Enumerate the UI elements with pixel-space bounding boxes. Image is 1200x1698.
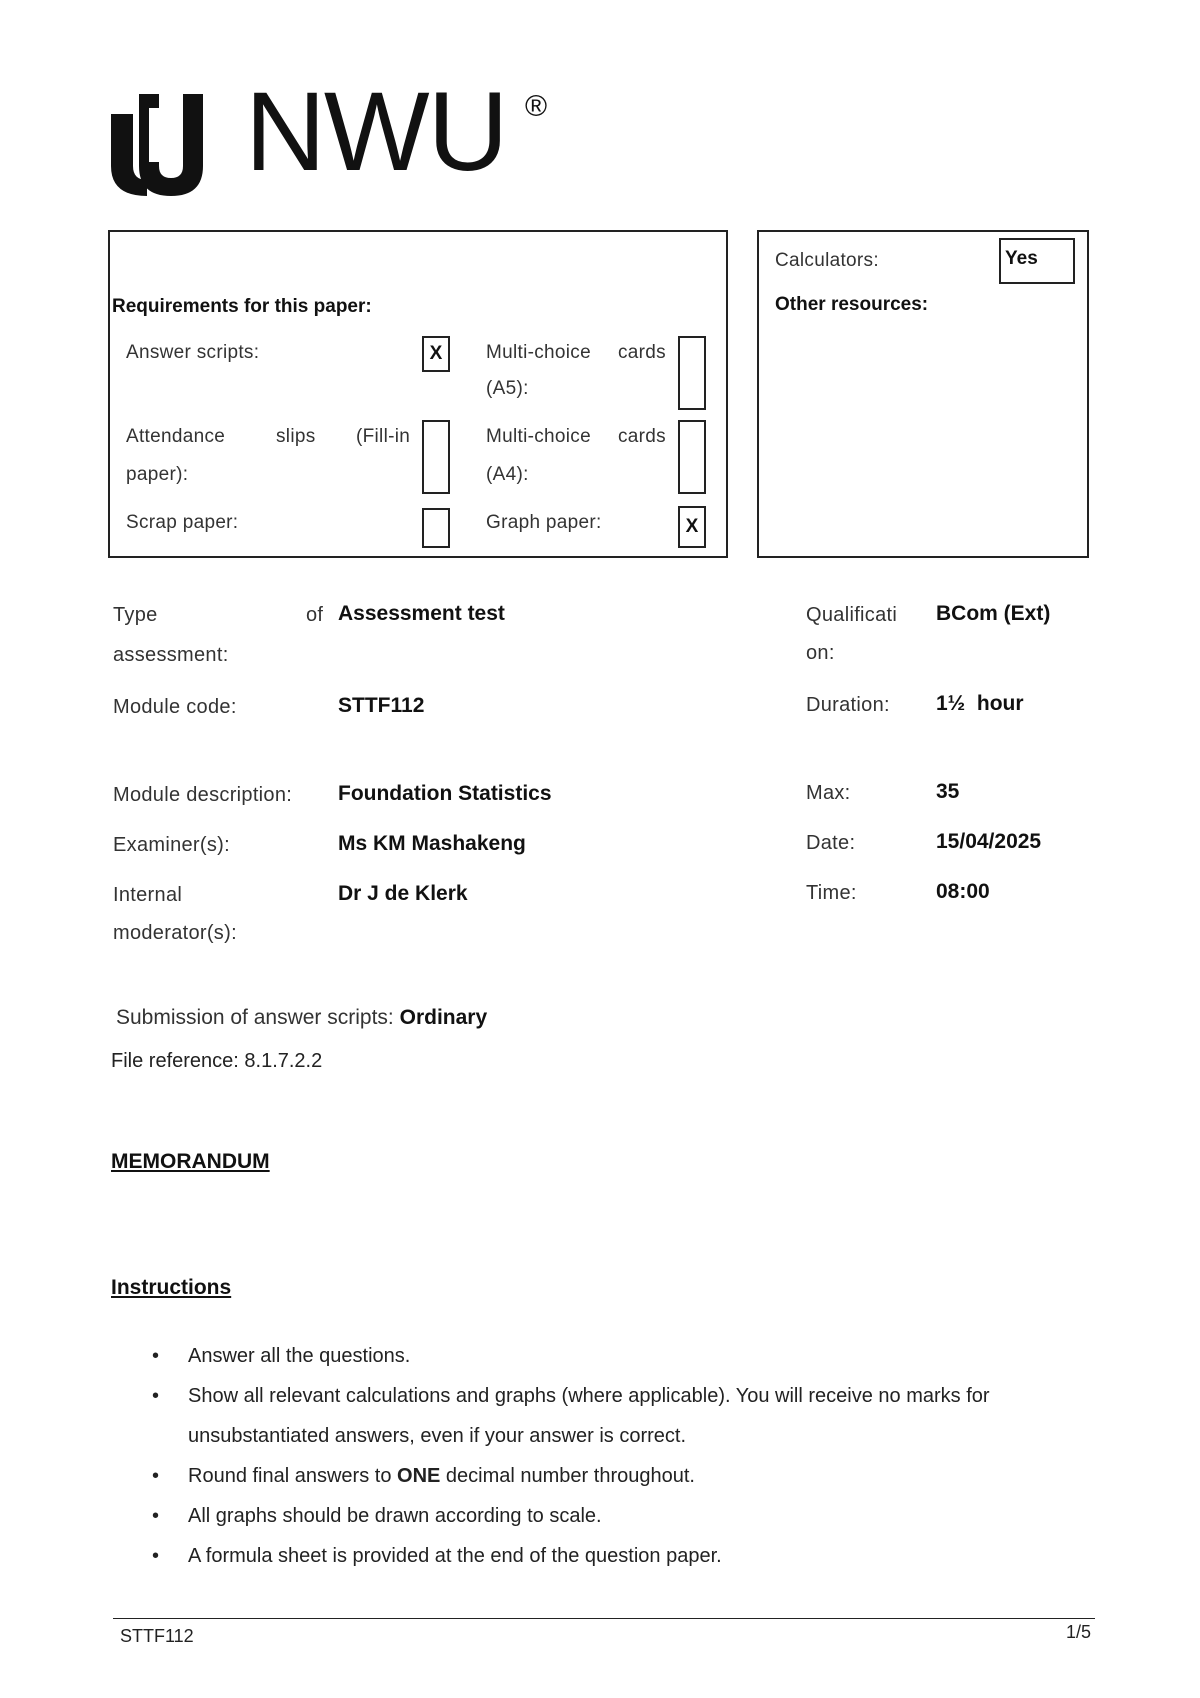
attendance-slips-label-b: slips [276,426,316,447]
duration-value: 1½ hour [936,692,1024,715]
graph-paper-checkbox[interactable]: X [678,506,706,548]
attendance-slips-checkbox[interactable] [422,420,450,494]
answer-scripts-label: Answer scripts: [126,342,260,363]
examiner-value: Ms KM Mashakeng [338,832,526,855]
attendance-slips-label-d: paper): [126,464,189,485]
instruction-item-continued [108,1416,1108,1456]
max-label: Max: [806,782,851,804]
memorandum-heading: MEMORANDUM [111,1150,270,1173]
module-description-value: Foundation Statistics [338,782,552,805]
requirements-box [108,230,728,558]
date-label: Date: [806,832,856,854]
requirements-title: Requirements for this paper: [112,296,372,317]
instructions-list [108,1336,1108,1576]
nwu-emblem-icon [105,86,217,196]
submission-value: Ordinary [399,1006,488,1029]
date-value: 15/04/2025 [936,830,1042,853]
logo-text: NWU [245,69,507,194]
qualification-value: BCom (Ext) [936,602,1051,625]
mc-a5-label-b: cards [618,342,666,363]
module-code-value: STTF112 [338,694,425,717]
instruction-text-c: decimal number throughout. [445,1465,695,1487]
instruction-item: • Answer all the questions. [108,1336,1108,1376]
mc-a5-label-a: Multi-choice [486,342,591,363]
nwu-logo [105,69,565,202]
moderator-value: Dr J de Klerk [338,882,468,905]
scrap-paper-checkbox[interactable] [422,508,450,548]
mc-a5-checkbox[interactable] [678,336,706,410]
type-label-c: assessment: [113,644,229,666]
module-description-label: Module description: [113,784,293,806]
attendance-slips-label-a: Attendance [126,426,226,447]
instruction-item [108,1456,1108,1496]
instruction-item: • A formula sheet is provided at the end of the question paper. [108,1536,1108,1576]
module-code-label: Module code: [113,696,237,718]
qualification-label-a: Qualificati [806,604,898,626]
type-value: Assessment test [338,602,505,625]
instruction-text-b: ONE [397,1465,441,1487]
resources-box [757,230,1089,558]
scrap-paper-label: Scrap paper: [126,512,239,533]
other-resources-label: Other resources: [775,294,929,315]
submission-line [116,1006,487,1030]
mc-a5-label-c: (A5): [486,378,529,399]
instruction-text-a: Round final answers to [188,1465,392,1487]
instructions-heading: Instructions [111,1276,232,1299]
qualification-label-b: on: [806,642,835,664]
instruction-item-continued-text: unsubstantiated answers, even if your answer is correct. [188,1425,687,1447]
mc-a4-checkbox[interactable] [678,420,706,494]
mc-a4-label-a: Multi-choice [486,426,591,447]
moderator-label-b: moderator(s): [113,922,237,944]
mc-a4-label-c: (A4): [486,464,529,485]
submission-label: Submission of answer scripts: [116,1006,394,1029]
answer-scripts-checkbox[interactable]: X [422,336,450,372]
duration-label: Duration: [806,694,890,716]
max-value: 35 [936,780,960,803]
moderator-label-a: Internal [113,884,183,906]
attendance-slips-label-c: (Fill-in [356,426,411,447]
footer-code: STTF112 [120,1626,194,1646]
type-label-a: Type [113,604,158,626]
calculators-label: Calculators: [775,250,879,271]
footer-page: 1/5 [1066,1622,1092,1642]
graph-paper-label: Graph paper: [486,512,602,533]
instruction-item: • Show all relevant calculations and graphs (where applicable). You will receive no marks for [108,1376,1108,1416]
instruction-item: • All graphs should be drawn according to scale. [108,1496,1108,1536]
time-label: Time: [806,882,857,904]
footer-divider [113,1618,1095,1619]
time-value: 08:00 [936,880,990,903]
file-reference: File reference: 8.1.7.2.2 [111,1050,323,1072]
mc-a4-label-b: cards [618,426,666,447]
type-label-b: of [306,604,324,626]
registered-mark: ® [525,90,548,123]
examiner-label: Examiner(s): [113,834,230,856]
calculators-value: Yes [999,238,1075,284]
